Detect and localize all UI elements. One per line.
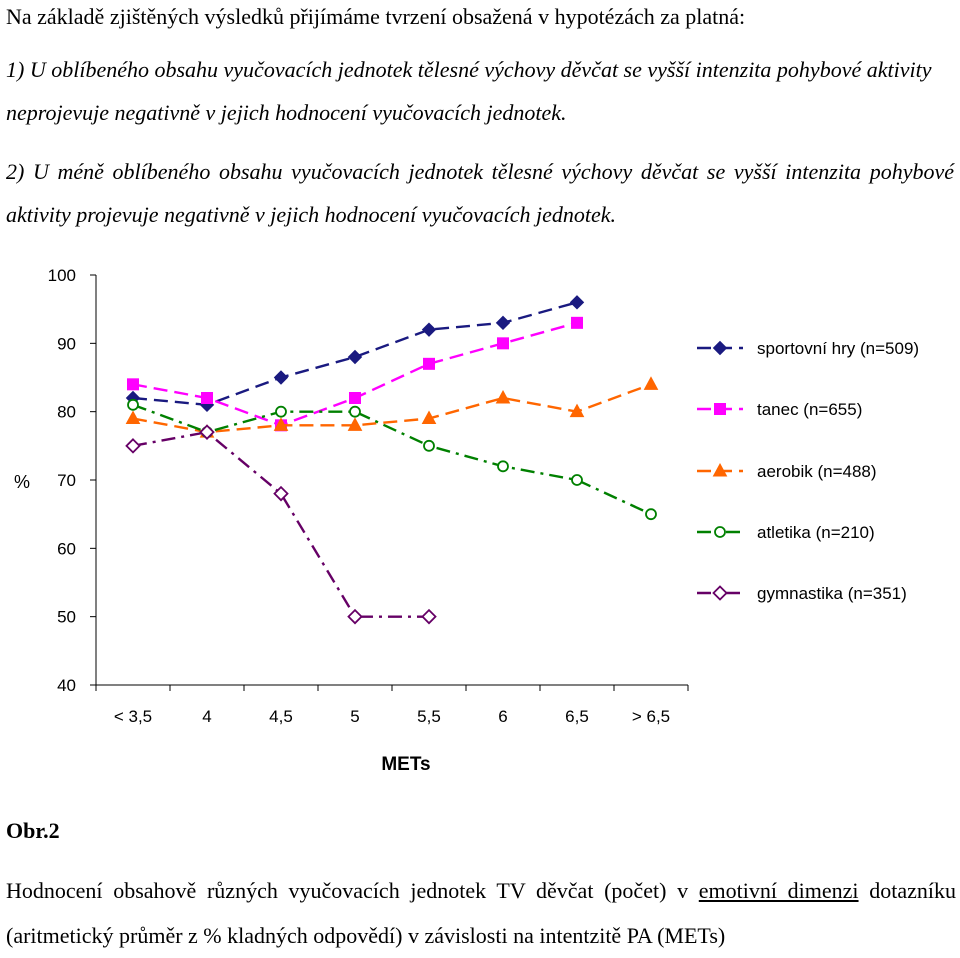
x-tick-label: 6 — [498, 707, 508, 726]
data-point — [423, 610, 436, 623]
legend-label: atletika (n=210) — [757, 523, 875, 542]
hypothesis-1: 1) U oblíbeného obsahu vyučovacích jednotek tělesné výchovy děvčat se vyšší intenzita pohybové aktivity neprojevuje negativně v jejich hodnocení vyučovacích jednotek. — [6, 57, 932, 125]
y-tick-label: 40 — [57, 676, 76, 695]
data-point — [497, 391, 510, 403]
y-tick-label: 80 — [57, 402, 76, 422]
data-point — [424, 441, 434, 451]
chart-axes — [96, 275, 688, 685]
data-point — [423, 323, 436, 336]
legend-item — [697, 400, 862, 419]
intro-text: Na základě zjištěných výsledků přijímáme tvrzení obsažená v hypotézách za platná: — [6, 4, 746, 29]
series-5 — [127, 426, 436, 623]
data-point — [202, 393, 213, 404]
legend-marker — [715, 527, 725, 537]
legend-label: tanec (n=655) — [757, 400, 863, 419]
x-tick-label: < 3,5 — [113, 707, 153, 726]
x-tick-label: > 6,5 — [631, 707, 671, 726]
x-tick-label: 5 — [350, 707, 360, 726]
legend-item — [697, 523, 875, 542]
y-tick-label: 90 — [57, 334, 76, 354]
data-point — [350, 407, 360, 417]
legend-item — [697, 462, 877, 481]
legend-item — [697, 584, 907, 603]
x-tick-label: 6,5 — [565, 707, 589, 726]
legend-marker — [714, 587, 727, 600]
series-group — [127, 296, 658, 623]
y-tick-label: 50 — [57, 607, 76, 627]
data-point — [646, 509, 656, 519]
data-point — [349, 610, 362, 623]
data-point — [498, 338, 509, 349]
data-point — [349, 351, 362, 364]
data-point — [128, 400, 138, 410]
data-point — [572, 317, 583, 328]
legend-item — [697, 339, 919, 358]
legend-marker — [715, 404, 726, 415]
line-chart — [0, 255, 960, 785]
data-point — [127, 439, 140, 452]
legend-label: sportovní hry (n=509) — [757, 339, 920, 358]
series-4 — [128, 400, 656, 519]
legend-label: aerobik (n=488) — [757, 462, 877, 481]
x-tick-label: 5,5 — [417, 707, 441, 726]
data-point — [276, 407, 286, 417]
hypothesis-2: 2) U méně oblíbeného obsahu vyučovacích jednotek tělesné výchovy děvčat se vyšší intenzita pohybové aktivity projevuje negativně v jejich hodnocení vyučovacích jednotek. — [6, 159, 954, 227]
data-point — [275, 371, 288, 384]
data-point — [127, 412, 140, 424]
caption-text-end: dotazníku (aritmetický průměr z % kladných odpovědí) v závislosti na intentzitě PA (METs) — [6, 878, 956, 948]
x-axis-label: METs — [381, 754, 431, 775]
legend — [697, 339, 919, 603]
data-point — [572, 475, 582, 485]
caption-text-start: Hodnocení obsahově různých vyučovacích jednotek TV děvčat (počet) v — [6, 878, 699, 903]
x-tick-label: 4 — [202, 707, 212, 726]
data-point — [498, 461, 508, 471]
figure-caption — [6, 868, 956, 958]
x-tick-label: 4,5 — [269, 707, 293, 726]
data-point — [571, 296, 584, 309]
y-tick-label: 100 — [47, 266, 76, 285]
caption-underlined-text: emotivní dimenzi — [698, 878, 859, 903]
legend-label: gymnastika (n=351) — [757, 584, 907, 603]
series-line — [133, 432, 429, 616]
y-tick-label: 60 — [57, 539, 76, 559]
data-point — [497, 316, 510, 329]
data-point — [350, 393, 361, 404]
y-axis-label: % — [13, 472, 31, 492]
y-axis-ticks — [48, 266, 96, 695]
data-point — [128, 379, 139, 390]
figure-label: Obr.2 — [6, 818, 60, 843]
legend-marker — [714, 342, 727, 355]
data-point — [424, 358, 435, 369]
x-axis-ticks — [96, 685, 688, 726]
data-point — [645, 377, 658, 389]
y-tick-label: 70 — [57, 471, 76, 490]
